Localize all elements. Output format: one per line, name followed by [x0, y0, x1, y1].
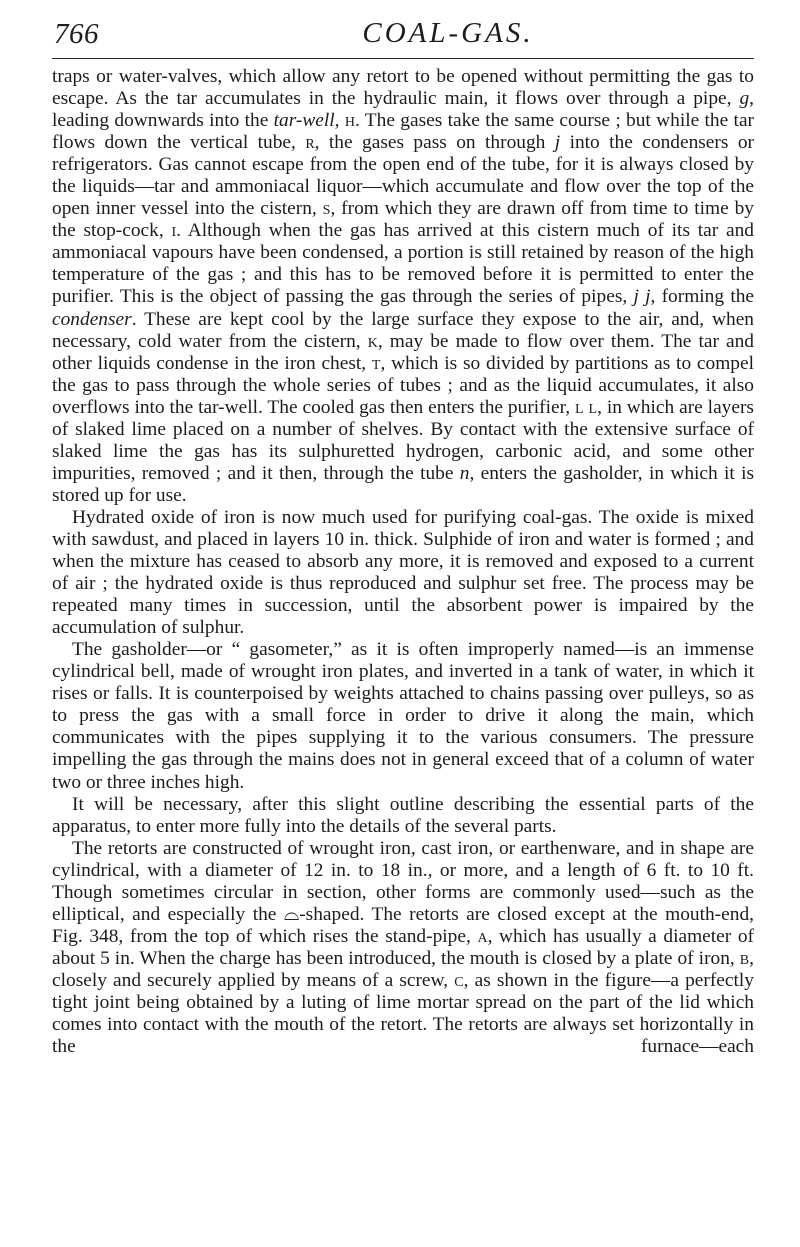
text-run: n	[459, 462, 470, 484]
text-run: g	[739, 88, 750, 110]
text-run: , may be made to flow over them. The tar and other liquids condense in the iron chest,	[52, 330, 755, 374]
body-text	[52, 66, 754, 1058]
page-header	[52, 0, 754, 62]
paragraph-gasholder	[52, 639, 754, 793]
text-run: j	[554, 132, 561, 154]
text-run: b	[739, 947, 750, 969]
text-run: k	[367, 330, 378, 352]
running-head: COAL-GAS.	[362, 17, 534, 49]
text-run: , which is so divided by partitions as to compel the gas to pass through the whole series of tubes ; and as the liquid accumulates, it also overflows into the tar-well. The cooled gas then enters the purifier,	[52, 352, 754, 418]
text-run: l l	[575, 396, 598, 418]
text-run: , forming the	[650, 286, 755, 308]
text-run: r	[305, 132, 315, 154]
text-run: s	[322, 198, 331, 220]
text-run: The retorts are constructed of wrought iron, cast iron, or earthenware, and in shape are cylindrical, with a diameter of 12 in. to 18 in., or more, and a length of 6 ft. to 10 ft. Though sometimes circular in section, other forms are commonly used—such as the elliptical, and especially the ⌓-shaped. The retorts are closed except at the mouth-end, Fig. 348, from the top of which rises the stand-pipe,	[52, 837, 754, 947]
paragraph-retorts	[52, 838, 754, 1058]
text-run: , enters the gasholder, in which it is stored up for use.	[52, 462, 755, 506]
text-run: . The gases take the same course ; but while the tar flows down the vertical tube,	[52, 110, 755, 154]
text-run: , which has usually a diameter of about 5 in. When the charge has been introduced, the mouth is closed by a plate of iron,	[52, 925, 754, 969]
text-run: a	[477, 925, 488, 947]
page-number: 766	[54, 18, 99, 50]
text-run: It will be necessary, after this slight outline describing the essential parts of the apparatus, to enter more fully into the details of the several parts.	[52, 793, 754, 837]
header-rule	[52, 58, 754, 59]
text-run: c	[454, 969, 464, 991]
text-run: , leading downwards into the	[52, 88, 754, 132]
text-run: h	[344, 110, 355, 132]
text-run: tar-well	[273, 110, 335, 132]
text-run: ,	[334, 110, 345, 132]
text-run: Hydrated oxide of iron is now much used for purifying coal-gas. The oxide is mixed with sawdust, and placed in layers 10 in. thick. Sulphide of iron and water is formed ; and when the mixture has ceased to absorb any more, it is removed and exposed to a current of air ; the hydrated oxide is thus reproduced and sulphur set free. The process may be repeated many times in succession, until the absorbent power is impaired by the accumulation of sulphur.	[52, 506, 754, 639]
text-run: condenser	[52, 308, 132, 330]
text-run: , the gases pass on through	[314, 132, 555, 154]
text-run: , closely and securely applied by means of a screw,	[52, 947, 754, 991]
text-run: traps or water-valves, which allow any retort to be opened without permitting the gas to escape. As the tar accumulates in the hydraulic main, it flows over through a pipe,	[52, 66, 754, 110]
paragraph-purification-process	[52, 66, 754, 507]
text-run: . These are kept cool by the large surface they expose to the air, and, when necessary, cold water from the cistern,	[52, 308, 754, 352]
text-run: , in which are layers of slaked lime placed on a number of shelves. By contact with the extensive surface of slaked lime the gas has its sulphuretted hydrogen, carbonic acid, and some other impurities, removed ; and it then, through the tube	[52, 396, 754, 484]
text-run: The gasholder—or “ gasometer,” as it is often improperly named—is an immense cylindrical bell, made of wrought iron plates, and inverted in a tank of water, in which it rises or falls. It is counterpoised by weights attached to chains passing over pulleys, so as to press the gas with a small force in order to drive it along the main, which communicates with the pipes supplying it to the various consumers. The pressure impelling the gas through the mains does not in general exceed that of a column of water two or three inches high.	[52, 639, 754, 793]
text-run: t	[371, 352, 381, 374]
paragraph-oxide-of-iron	[52, 507, 754, 639]
book-page	[52, 0, 754, 1058]
text-run: , from which they are drawn off from time to time by the stop-cock,	[52, 198, 754, 242]
text-run: i	[171, 220, 177, 242]
text-run: , as shown in the figure—a perfectly tight joint being obtained by a luting of lime mortar spread on the part of the lid which comes into contact with the mouth of the retort. The retorts are always set horizontally in the furnace—each	[52, 969, 754, 1058]
text-run: into the condensers or refrigerators. Gas cannot escape from the open end of the tube, for it is always closed by the liquids—tar and ammoniacal liquor—which accumulate and flow over the top of the open inner vessel into the cistern,	[52, 132, 754, 220]
text-run: j j	[633, 286, 651, 308]
paragraph-transition	[52, 794, 754, 838]
text-run: . Although when the gas has arrived at this cistern much of its tar and ammoniacal vapours have been condensed, a portion is still retained by reason of the high temperature of the gas ; and this has to be removed before it is permitted to enter the purifier. This is the object of passing the gas through the series of pipes,	[52, 220, 754, 308]
